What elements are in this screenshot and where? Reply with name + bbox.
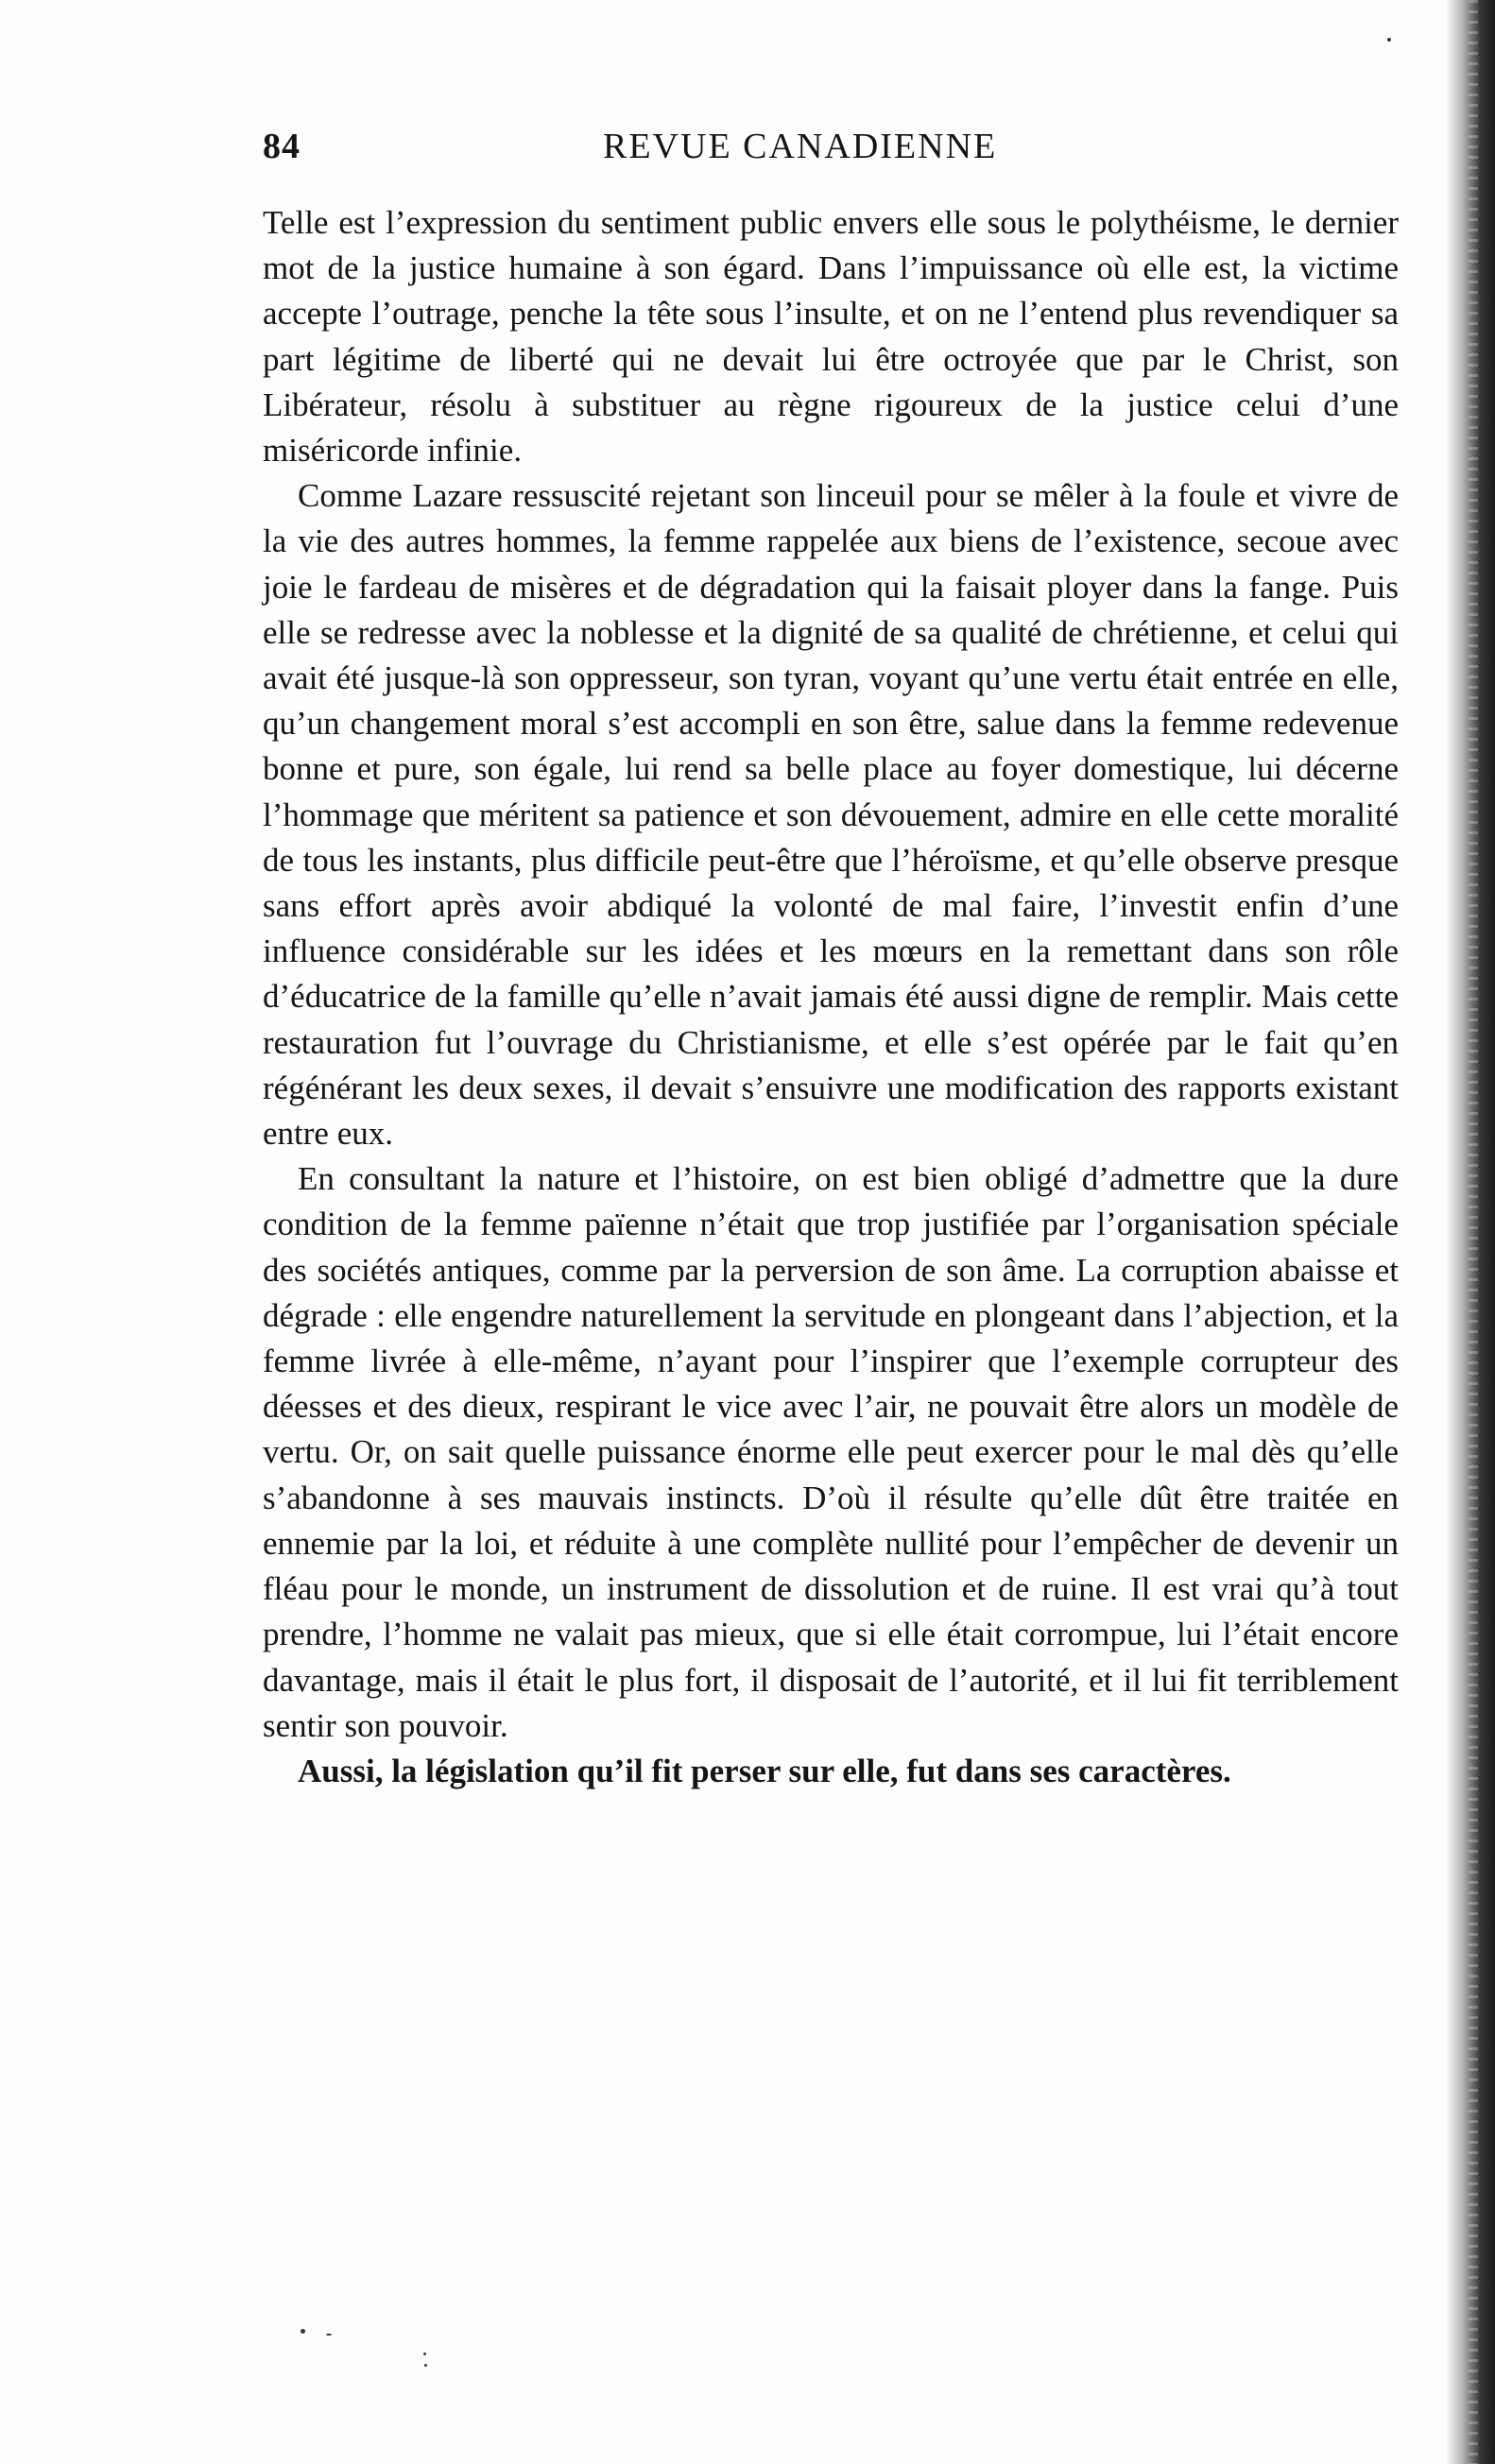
running-title: REVUE CANADIENNE	[603, 127, 998, 166]
body-text	[263, 200, 1399, 1794]
scan-speck	[424, 2364, 427, 2367]
scan-speck	[1387, 38, 1391, 42]
page-binding-texture	[1469, 0, 1478, 2464]
paragraph-1: Telle est l’expression du sentiment public envers elle sous le polythéisme, le dernier mot de la justice humaine à son égard. Dans l’impuissance où elle est, la victime accepte l’outrage, penche la tête sous l’insulte, et on ne l’entend plus revendiquer sa part légitime de liberté qui ne devait lui être octroyée que par le Christ, son Libérateur, résolu à substituer au règne rigoureux de la justice celui d’une miséricorde infinie.	[263, 204, 1399, 470]
paragraph-4: Aussi, la législation qu’il fit perser sur elle, fut dans ses caractères.	[298, 1752, 1231, 1789]
scan-speck	[423, 2353, 426, 2355]
paragraph-2: Comme Lazare ressuscité rejetant son linceuil pour se mêler à la foule et vivre de la vie des autres hommes, la femme rappelée aux biens de l’existence, secoue avec joie le fardeau de misères et de dégradation qui la faisait ployer dans la fange. Puis elle se redresse avec la noblesse et la dignité de sa qualité de chrétienne, et celui qui avait été jusque-là son oppresseur, son tyran, voyant qu’une vertu était entrée en elle, qu’un changement moral s’est accompli en son être, salue dans la femme redevenue bonne et pure, son égale, lui rend sa belle place au foyer domestique, lui décerne l’hommage que méritent sa patience et son dévouement, admire en elle cette moralité de tous les instants, plus difficile peut-être que l’héroïsme, et qu’elle observe presque sans effort après avoir abdiqué la volonté de mal faire, l’investit enfin d’une influence considérable sur les idées et les mœurs en la remettant dans son rôle d’éducatrice de la famille qu’elle n’avait jamais été aussi digne de remplir. Mais cette restauration fut l’ouvrage du Christianisme, et elle s’est opérée par le fait qu’en régénérant les deux sexes, il devait s’ensuivre une modification des rapports existant entre eux.	[263, 477, 1399, 1153]
scan-speck	[326, 2334, 332, 2336]
scan-speck	[301, 2329, 305, 2334]
paragraph-3: En consultant la nature et l’histoire, on est bien obligé d’admettre que la dure condition de la femme païenne n’était que trop justifiée par l’organisation spéciale des sociétés antiques, comme par la perversion de son âme. La corruption abaisse et dégrade : elle engendre naturellement la servitude en plongeant dans l’abjection, et la femme livrée à elle-même, n’ayant pour l’inspirer que l’exemple corrupteur des déesses et des dieux, respirant le vice avec l’air, ne pouvait être alors un modèle de vertu. Or, on sait quelle puissance énorme elle peut exercer pour le mal dès qu’elle s’abandonne à ses mauvais instincts. D’où il résulte qu’elle dût être traitée en ennemie par la loi, et réduite à une complète nullité pour l’empêcher de devenir un fléau pour le monde, un instrument de dissolution et de ruine. Il est vrai qu’à tout prendre, l’homme ne valait pas mieux, que si elle était corrompue, lui l’était encore davantage, mais il était le plus fort, il disposait de l’autorité, et il lui fit terriblement sentir son pouvoir.	[263, 1160, 1399, 1744]
page-header	[263, 126, 1389, 173]
page-number: 84	[263, 127, 301, 166]
